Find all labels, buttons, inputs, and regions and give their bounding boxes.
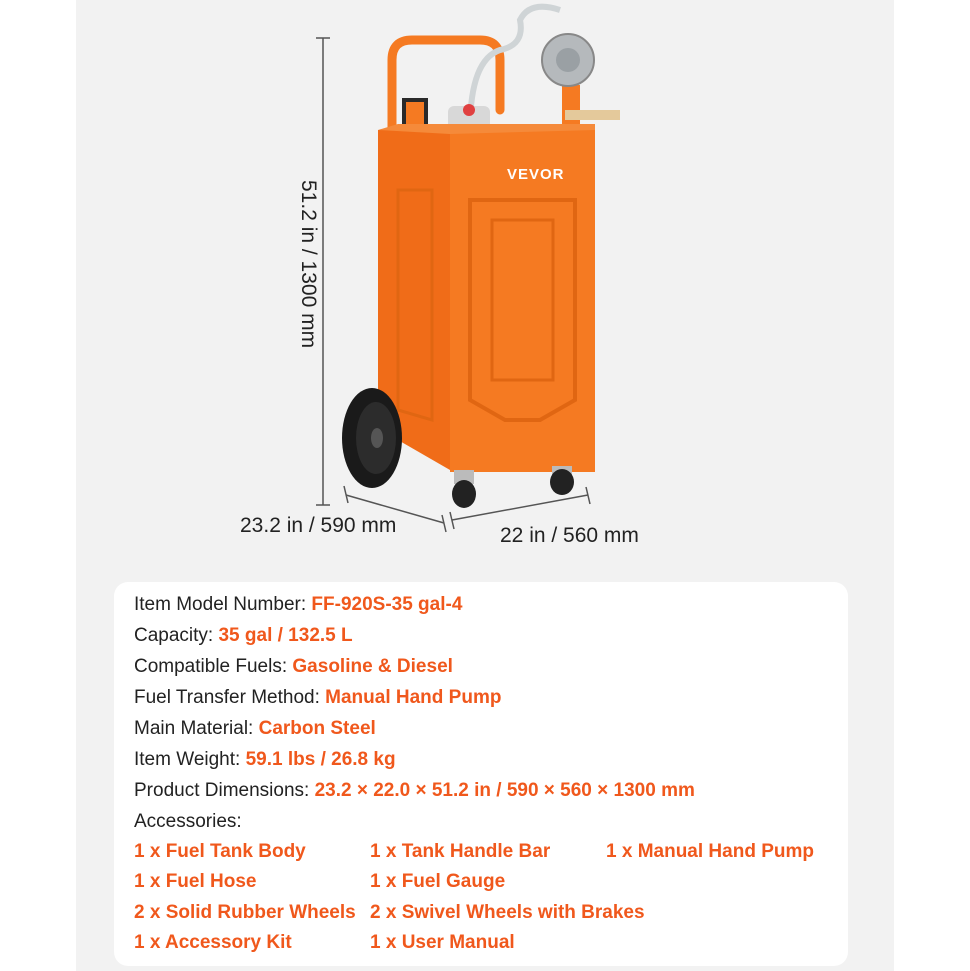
swivel-wheel-right <box>550 466 574 495</box>
swivel-wheel-left <box>452 470 476 508</box>
accessory-item: 2 x Solid Rubber Wheels <box>134 902 356 923</box>
rubber-wheel <box>342 388 402 488</box>
accessory-item: 1 x Fuel Tank Body <box>134 841 306 862</box>
accessory-item: 1 x User Manual <box>370 932 515 953</box>
spec-accessories-heading: Accessories: <box>134 811 242 832</box>
accessory-item: 1 x Manual Hand Pump <box>606 841 814 862</box>
width-label: 22 in / 560 mm <box>500 524 639 547</box>
spec-fuels: Compatible Fuels: Gasoline & Diesel <box>134 656 453 677</box>
spec-material: Main Material: Carbon Steel <box>134 718 376 739</box>
height-label: 51.2 in / 1300 mm <box>297 180 320 349</box>
accessory-item: 1 x Fuel Hose <box>134 871 257 892</box>
accessory-item: 2 x Swivel Wheels with Brakes <box>370 902 645 923</box>
depth-label: 23.2 in / 590 mm <box>240 514 397 537</box>
spec-weight: Item Weight: 59.1 lbs / 26.8 kg <box>134 749 396 770</box>
accessory-item: 1 x Accessory Kit <box>134 932 292 953</box>
brand-logo: VEVOR <box>507 166 565 183</box>
accessory-item: 1 x Tank Handle Bar <box>370 841 551 862</box>
hand-pump <box>542 34 620 135</box>
spec-dimensions: Product Dimensions: 23.2 × 22.0 × 51.2 in / 590 × 560 × 1300 mm <box>134 780 695 801</box>
spec-transfer: Fuel Transfer Method: Manual Hand Pump <box>134 687 502 708</box>
spec-model: Item Model Number: FF-920S-35 gal-4 <box>134 594 463 615</box>
spec-capacity: Capacity: 35 gal / 132.5 L <box>134 625 353 646</box>
accessory-item: 1 x Fuel Gauge <box>370 871 506 892</box>
